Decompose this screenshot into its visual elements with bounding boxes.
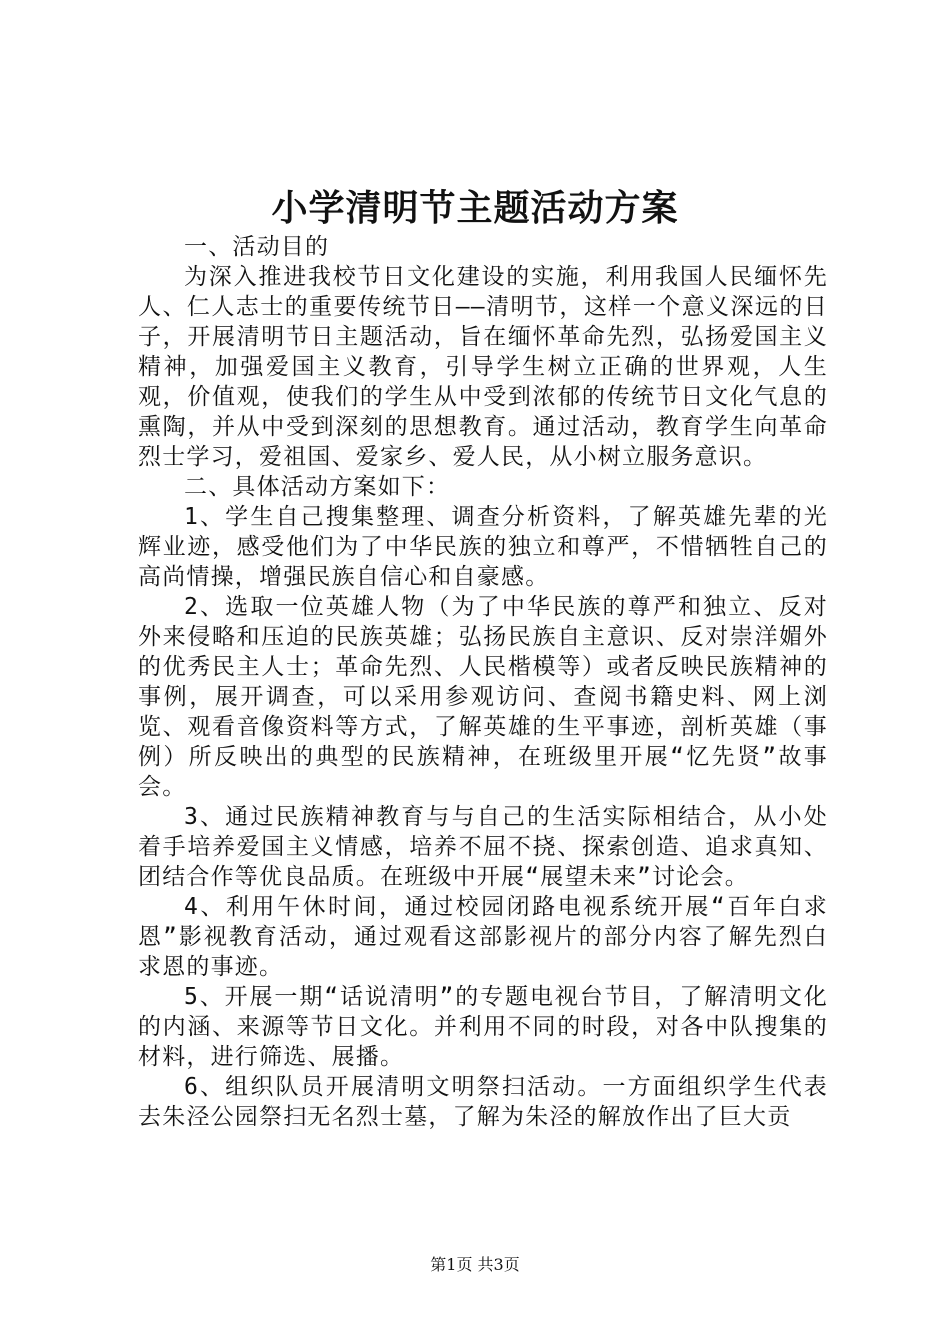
document-title: 小学清明节主题活动方案	[271, 187, 679, 229]
paragraph-item-6: 6、组织队员开展清明文明祭扫活动。一方面组织学生代表去朱泾公园祭扫无名烈士墓，了解为朱泾的解放作出了巨大贡	[138, 1074, 828, 1130]
section-heading-plan: 二、具体活动方案如下：	[184, 474, 451, 500]
paragraph-item-2: 2、选取一位英雄人物（为了中华民族的尊严和独立、反对外来侵略和压迫的民族英雄；弘扬民族自主意识、反对崇洋媚外的优秀民主人士；革命先烈、人民楷模等）或者反映民族精神的事例，展开调查，可以采用参观访问、查阅书籍史料、网上浏览、观看音像资料等方式，了解英雄的生平事迹，剖析英雄（事例）所反映出的典型的民族精神，在班级里开展“忆先贤”故事会。	[138, 594, 828, 800]
page-footer: 第1页 共3页	[430, 1255, 520, 1274]
section-heading-purpose: 一、活动目的	[184, 234, 330, 260]
paragraph-item-1: 1、学生自己搜集整理、调查分析资料，了解英雄先辈的光辉业迹，感受他们为了中华民族的独立和尊严，不惜牺牲自己的高尚情操，增强民族自信心和自豪感。	[138, 504, 828, 590]
document-body	[138, 232, 828, 1132]
paragraph-purpose: 为深入推进我校节日文化建设的实施，利用我国人民缅怀先人、仁人志士的重要传统节日——清明节，这样一个意义深远的日子，开展清明节日主题活动，旨在缅怀革命先烈，弘扬爱国主义精神，加强爱国主义教育，引导学生树立正确的世界观，人生观，价值观，使我们的学生从中受到浓郁的传统节日文化气息的熏陶，并从中受到深刻的思想教育。通过活动，教育学生向革命烈士学习，爱祖国、爱家乡、爱人民，从小树立服务意识。	[138, 264, 828, 470]
paragraph-item-3: 3、通过民族精神教育与与自己的生活实际相结合，从小处着手培养爱国主义情感，培养不屈不挠、探索创造、追求真知、团结合作等优良品质。在班级中开展“展望未来”讨论会。	[138, 804, 828, 890]
paragraph-item-4: 4、利用午休时间，通过校园闭路电视系统开展“百年白求恩”影视教育活动，通过观看这部影视片的部分内容了解先烈白求恩的事迹。	[138, 894, 828, 980]
paragraph-item-5: 5、开展一期“话说清明”的专题电视台节目，了解清明文化的内涵、来源等节日文化。并利用不同的时段，对各中队搜集的材料，进行筛选、展播。	[138, 984, 828, 1070]
